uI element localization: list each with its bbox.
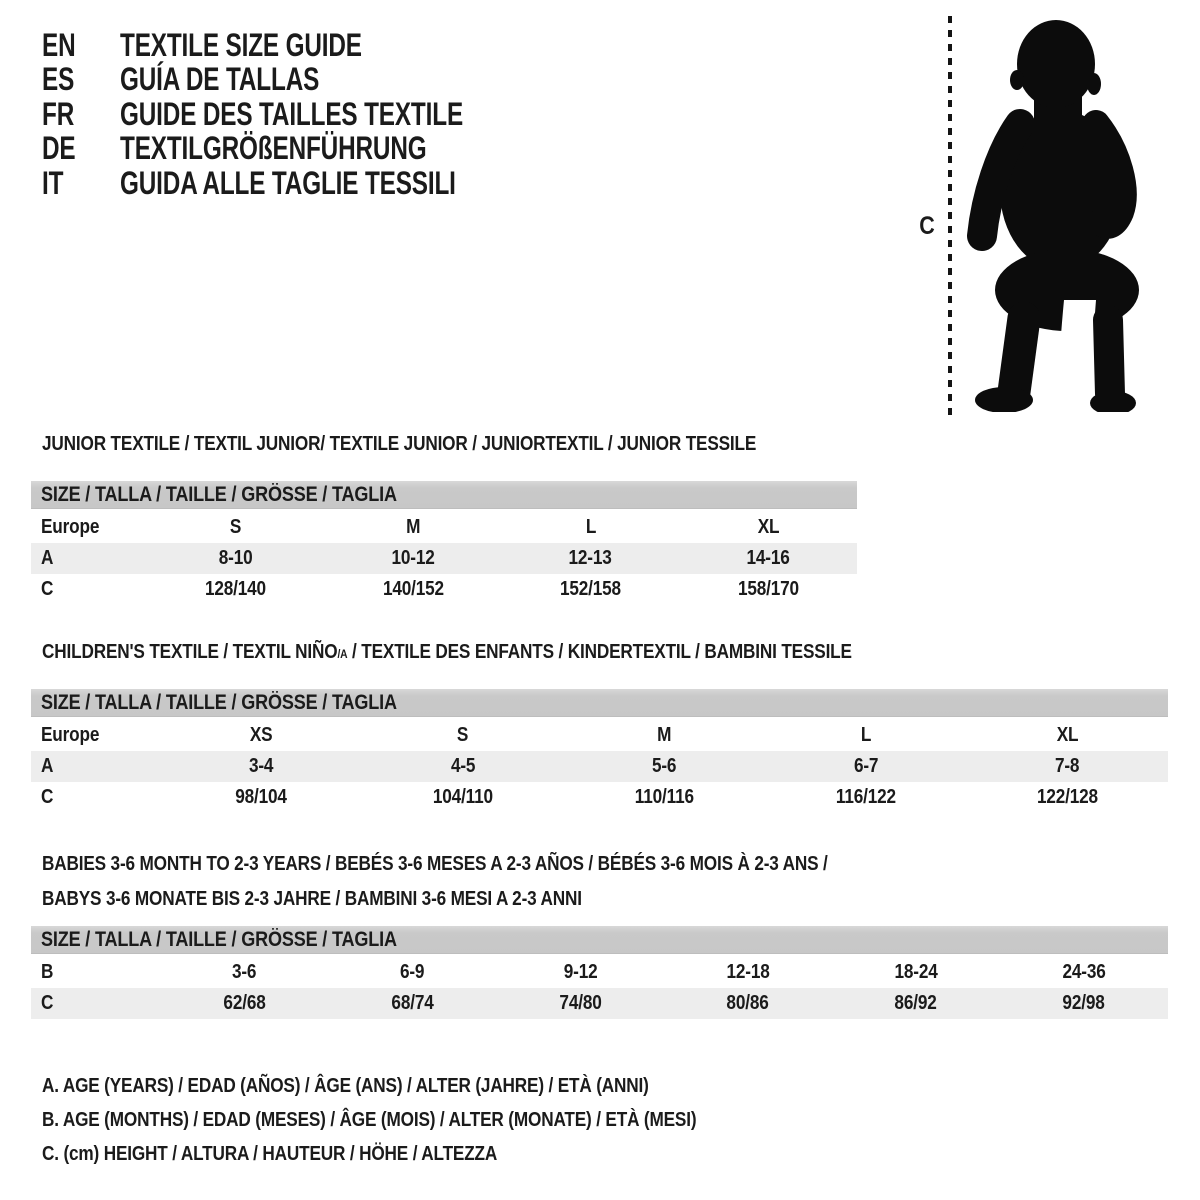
lang-code xyxy=(42,27,120,64)
row-label: C xyxy=(41,992,54,1014)
table-cell: 12-13 xyxy=(568,547,613,569)
row-label: B xyxy=(41,961,54,983)
table-cell: 10-12 xyxy=(391,547,435,569)
table-row-age xyxy=(31,751,1168,782)
table-cell: 24-36 xyxy=(1062,961,1106,983)
legend-line-b: B. AGE (MONTHS) / EDAD (MESES) / ÂGE (MOIS) / ALTER (MONATE) / ETÀ (MESI) xyxy=(42,1109,697,1131)
table-cell: XL xyxy=(1056,724,1079,746)
toddler-left-foot xyxy=(975,387,1033,412)
table-cell: M xyxy=(657,724,672,746)
table-cell: 4-5 xyxy=(450,755,475,777)
lang-row-de xyxy=(42,132,571,167)
row-label: A xyxy=(41,755,54,777)
table-row-height xyxy=(31,574,857,605)
lang-title-text: GUIDE DES TAILLES TEXTILE xyxy=(120,95,464,132)
table-cell: S xyxy=(229,516,242,538)
table-row-europe xyxy=(31,512,857,543)
toddler-head xyxy=(1017,20,1095,108)
table-cell: XL xyxy=(757,516,779,538)
lang-title xyxy=(120,130,523,167)
table-row-europe xyxy=(31,720,1168,751)
table-cell: 7-8 xyxy=(1055,755,1080,777)
children-section-heading xyxy=(42,641,984,664)
lang-title-text: GUIDA ALLE TAGLIE TESSILI xyxy=(120,164,456,201)
lang-title xyxy=(120,27,438,64)
table-cell: 104/110 xyxy=(432,786,493,808)
lang-title xyxy=(120,165,562,202)
toddler-left-leg xyxy=(1014,318,1024,392)
table-cell: 158/170 xyxy=(737,578,799,600)
table-cell: 3-6 xyxy=(232,961,257,983)
toddler-left-ear xyxy=(1010,70,1024,90)
lang-code-text: FR xyxy=(42,95,75,132)
children-size-bar xyxy=(31,689,1168,717)
legend-line-c: C. (cm) HEIGHT / ALTURA / HAUTEUR / HÖHE / ALTEZZA xyxy=(42,1143,498,1165)
language-title-list xyxy=(42,28,571,201)
junior-heading-text: JUNIOR TEXTILE / TEXTIL JUNIOR/ TEXTILE JUNIOR / JUNIORTEXTIL / JUNIOR TESSILE xyxy=(42,433,757,455)
measurement-legend xyxy=(42,1069,803,1171)
babies-size-bar xyxy=(31,926,1168,954)
table-row-height xyxy=(31,988,1168,1019)
lang-code-text: IT xyxy=(42,164,64,201)
table-cell: 74/80 xyxy=(559,992,602,1014)
table-cell: L xyxy=(585,516,596,538)
size-bar-text: SIZE / TALLA / TAILLE / GRÖSSE / TAGLIA xyxy=(41,690,397,714)
toddler-silhouette-image xyxy=(956,12,1161,412)
height-measure-letter: C xyxy=(919,212,935,240)
table-row-age xyxy=(31,543,857,574)
toddler-right-leg xyxy=(1108,320,1110,394)
size-bar-text: SIZE / TALLA / TAILLE / GRÖSSE / TAGLIA xyxy=(41,482,397,506)
table-cell: 14-16 xyxy=(746,547,790,569)
table-cell: 8-10 xyxy=(218,547,253,569)
table-cell: 3-4 xyxy=(249,755,274,777)
babies-size-table xyxy=(31,926,1168,1019)
table-row-months xyxy=(31,957,1168,988)
table-cell: 116/122 xyxy=(835,786,896,808)
row-label: C xyxy=(41,578,54,600)
table-cell: 80/86 xyxy=(726,992,770,1014)
babies-heading-line1: BABIES 3-6 MONTH TO 2-3 YEARS / BEBÉS 3-6 MESES A 2-3 AÑOS / BÉBÉS 3-6 MOIS À 2-3 ANS / xyxy=(42,853,828,875)
table-cell: 152/158 xyxy=(560,578,622,600)
table-row-height xyxy=(31,782,1168,813)
table-cell: XS xyxy=(250,724,273,746)
row-label: Europe xyxy=(41,724,100,746)
table-cell: 62/68 xyxy=(223,992,266,1014)
table-cell: 6-9 xyxy=(400,961,425,983)
table-cell: 92/98 xyxy=(1062,992,1105,1014)
babies-heading-line2: BABYS 3-6 MONATE BIS 2-3 JAHRE / BAMBINI 3-6 MESI A 2-3 ANNI xyxy=(42,888,582,910)
lang-code-text: EN xyxy=(42,26,76,63)
table-cell: 98/104 xyxy=(235,786,288,808)
lang-row-it xyxy=(42,166,571,201)
toddler-leg-gap xyxy=(1058,300,1096,408)
table-cell: L xyxy=(860,724,871,746)
nino-a-subscript: /A xyxy=(337,647,348,661)
junior-section-heading xyxy=(42,433,872,456)
children-heading-text: CHILDREN'S TEXTILE / TEXTIL NIÑO/A / TEXTILE DES ENFANTS / KINDERTEXTIL / BAMBINI TESSILE xyxy=(42,641,852,663)
lang-title-text: TEXTILGRÖßENFÜHRUNG xyxy=(120,130,427,167)
lang-code xyxy=(42,165,120,202)
lang-title-text: GUÍA DE TALLAS xyxy=(120,61,320,98)
table-cell: 128/140 xyxy=(204,578,266,600)
table-cell: 122/128 xyxy=(1036,786,1098,808)
lang-row-es xyxy=(42,63,571,98)
table-cell: S xyxy=(457,724,469,746)
table-cell: 18-24 xyxy=(894,961,938,983)
legend-line-a: A. AGE (YEARS) / EDAD (AÑOS) / ÂGE (ANS) / ALTER (JAHRE) / ETÀ (ANNI) xyxy=(42,1075,649,1097)
lang-row-en xyxy=(42,28,571,63)
table-cell: 5-6 xyxy=(652,755,677,777)
toddler-right-ear xyxy=(1087,73,1101,95)
lang-code xyxy=(42,96,120,133)
table-cell: 12-18 xyxy=(726,961,770,983)
lang-code-text: ES xyxy=(42,61,75,98)
lang-code-text: DE xyxy=(42,130,76,167)
junior-size-table xyxy=(31,481,857,605)
lang-title-text: TEXTILE SIZE GUIDE xyxy=(120,26,362,63)
table-cell: 6-7 xyxy=(853,755,878,777)
table-cell: 86/92 xyxy=(894,992,937,1014)
lang-row-fr xyxy=(42,97,571,132)
table-cell: 68/74 xyxy=(391,992,434,1014)
lang-title xyxy=(120,96,571,133)
lang-code xyxy=(42,130,120,167)
junior-size-bar xyxy=(31,481,857,509)
height-measure-dashed-line xyxy=(948,16,952,416)
row-label: Europe xyxy=(41,516,100,538)
children-size-table xyxy=(31,689,1168,813)
babies-section-heading xyxy=(42,847,956,917)
table-cell: 140/152 xyxy=(382,578,444,600)
table-cell: 110/116 xyxy=(634,786,694,808)
lang-title xyxy=(120,61,382,98)
size-bar-text: SIZE / TALLA / TAILLE / GRÖSSE / TAGLIA xyxy=(41,927,397,951)
table-cell: 9-12 xyxy=(563,961,598,983)
row-label: A xyxy=(41,547,54,569)
row-label: C xyxy=(41,786,54,808)
height-measure-label xyxy=(918,212,936,241)
lang-code xyxy=(42,61,120,98)
table-cell: M xyxy=(405,516,421,538)
